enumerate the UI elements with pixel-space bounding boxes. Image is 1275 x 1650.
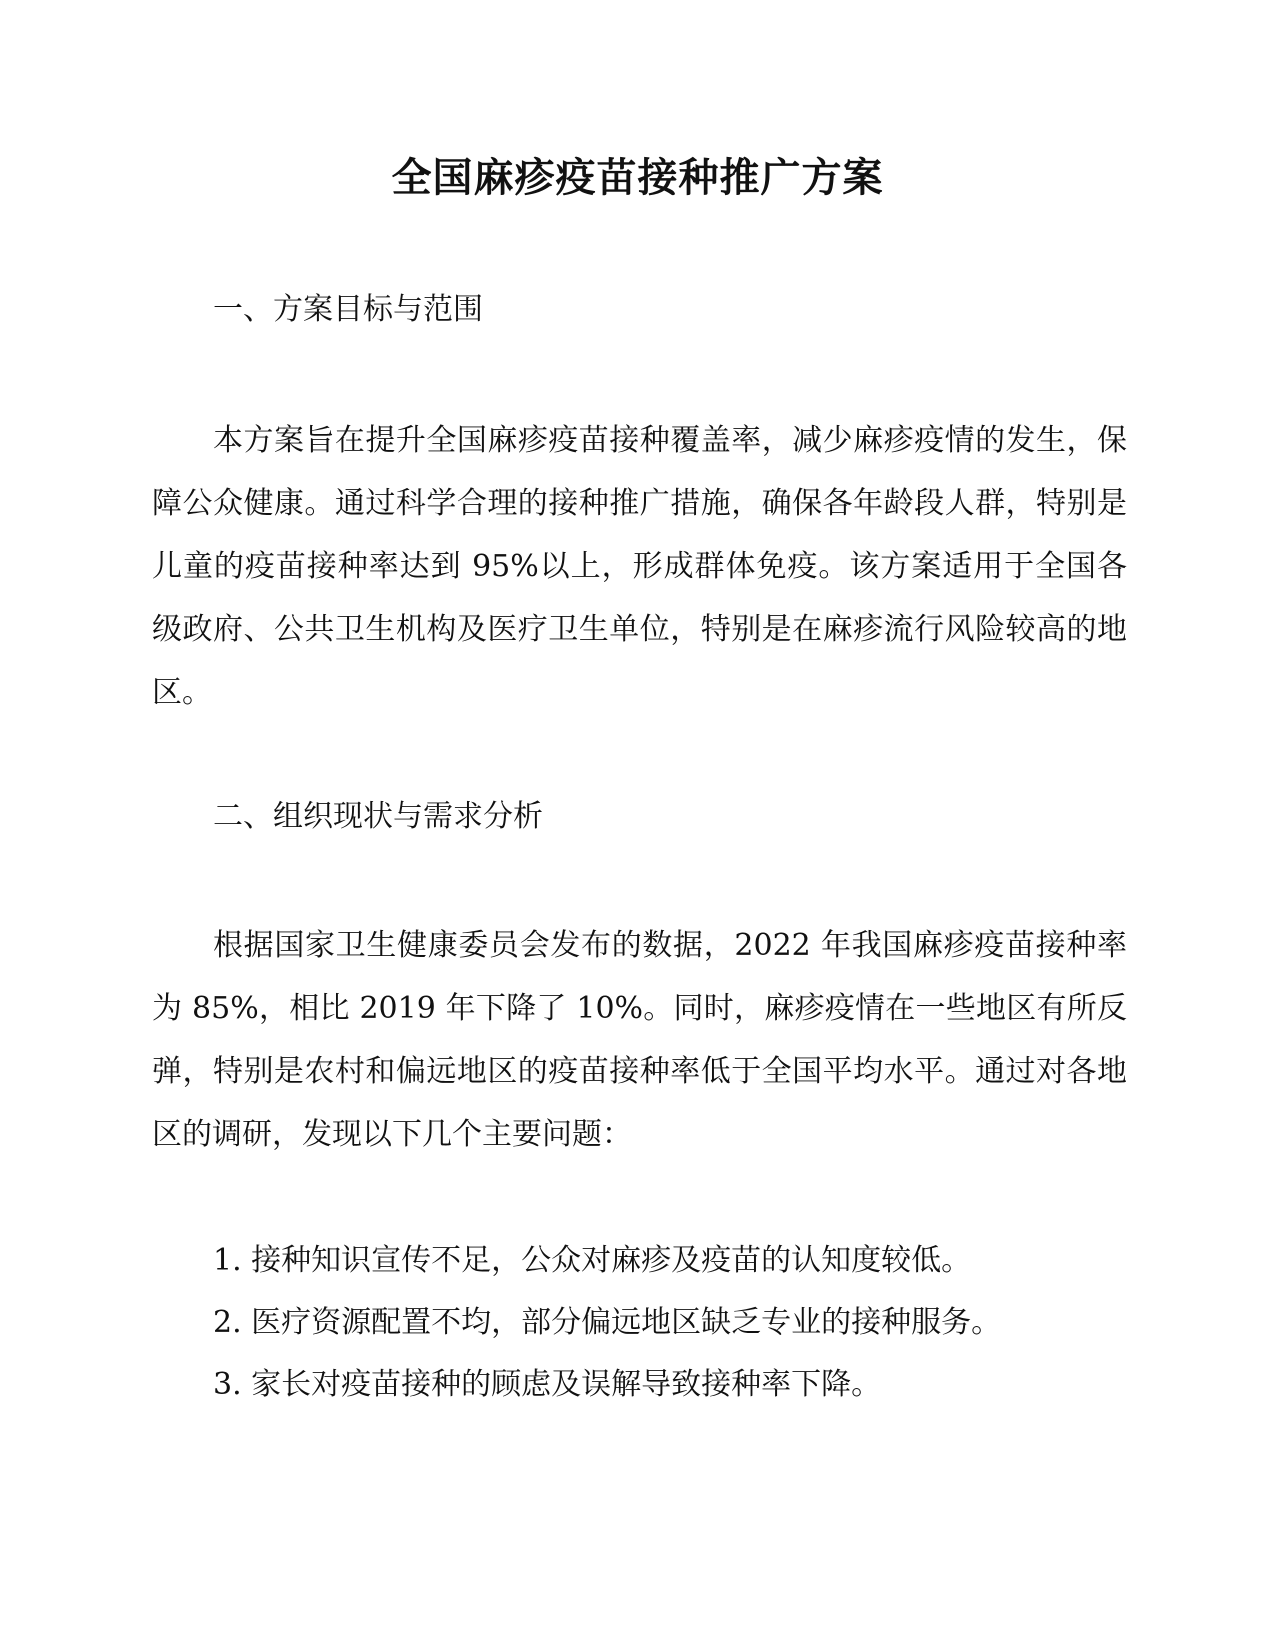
issues-list [213,1230,1113,1416]
section-heading-analysis: 二、组织现状与需求分析 [213,799,543,834]
section-paragraph-analysis: 根据国家卫生健康委员会发布的数据，2022 年我国麻疹疫苗接种率为 85%，相比 2019 年下降了 10%。同时，麻疹疫情在一些地区有所反弹，特别是农村和偏远地区的疫苗接种率低于全国平均水平。通过对各地区的调研，发现以下几个主要问题： [152,928,1127,1152]
section-heading-goals: 一、方案目标与范围 [213,292,483,327]
issue-item-3: 3. 家长对疫苗接种的顾虑及误解导致接种率下降。 [213,1367,882,1402]
issue-item-2: 2. 医疗资源配置不均，部分偏远地区缺乏专业的接种服务。 [213,1305,1002,1340]
issue-item-1: 1. 接种知识宣传不足，公众对麻疹及疫苗的认知度较低。 [213,1243,972,1278]
section-paragraph-goals: 本方案旨在提升全国麻疹疫苗接种覆盖率，减少麻疹疫情的发生，保障公众健康。通过科学合理的接种推广措施，确保各年龄段人群，特别是儿童的疫苗接种率达到 95%以上，形成群体免疫。该方案适用于全国各级政府、公共卫生机构及医疗卫生单位，特别是在麻疹流行风险较高的地区。 [152,423,1127,710]
document-title: 全国麻疹疫苗接种推广方案 [391,155,884,201]
